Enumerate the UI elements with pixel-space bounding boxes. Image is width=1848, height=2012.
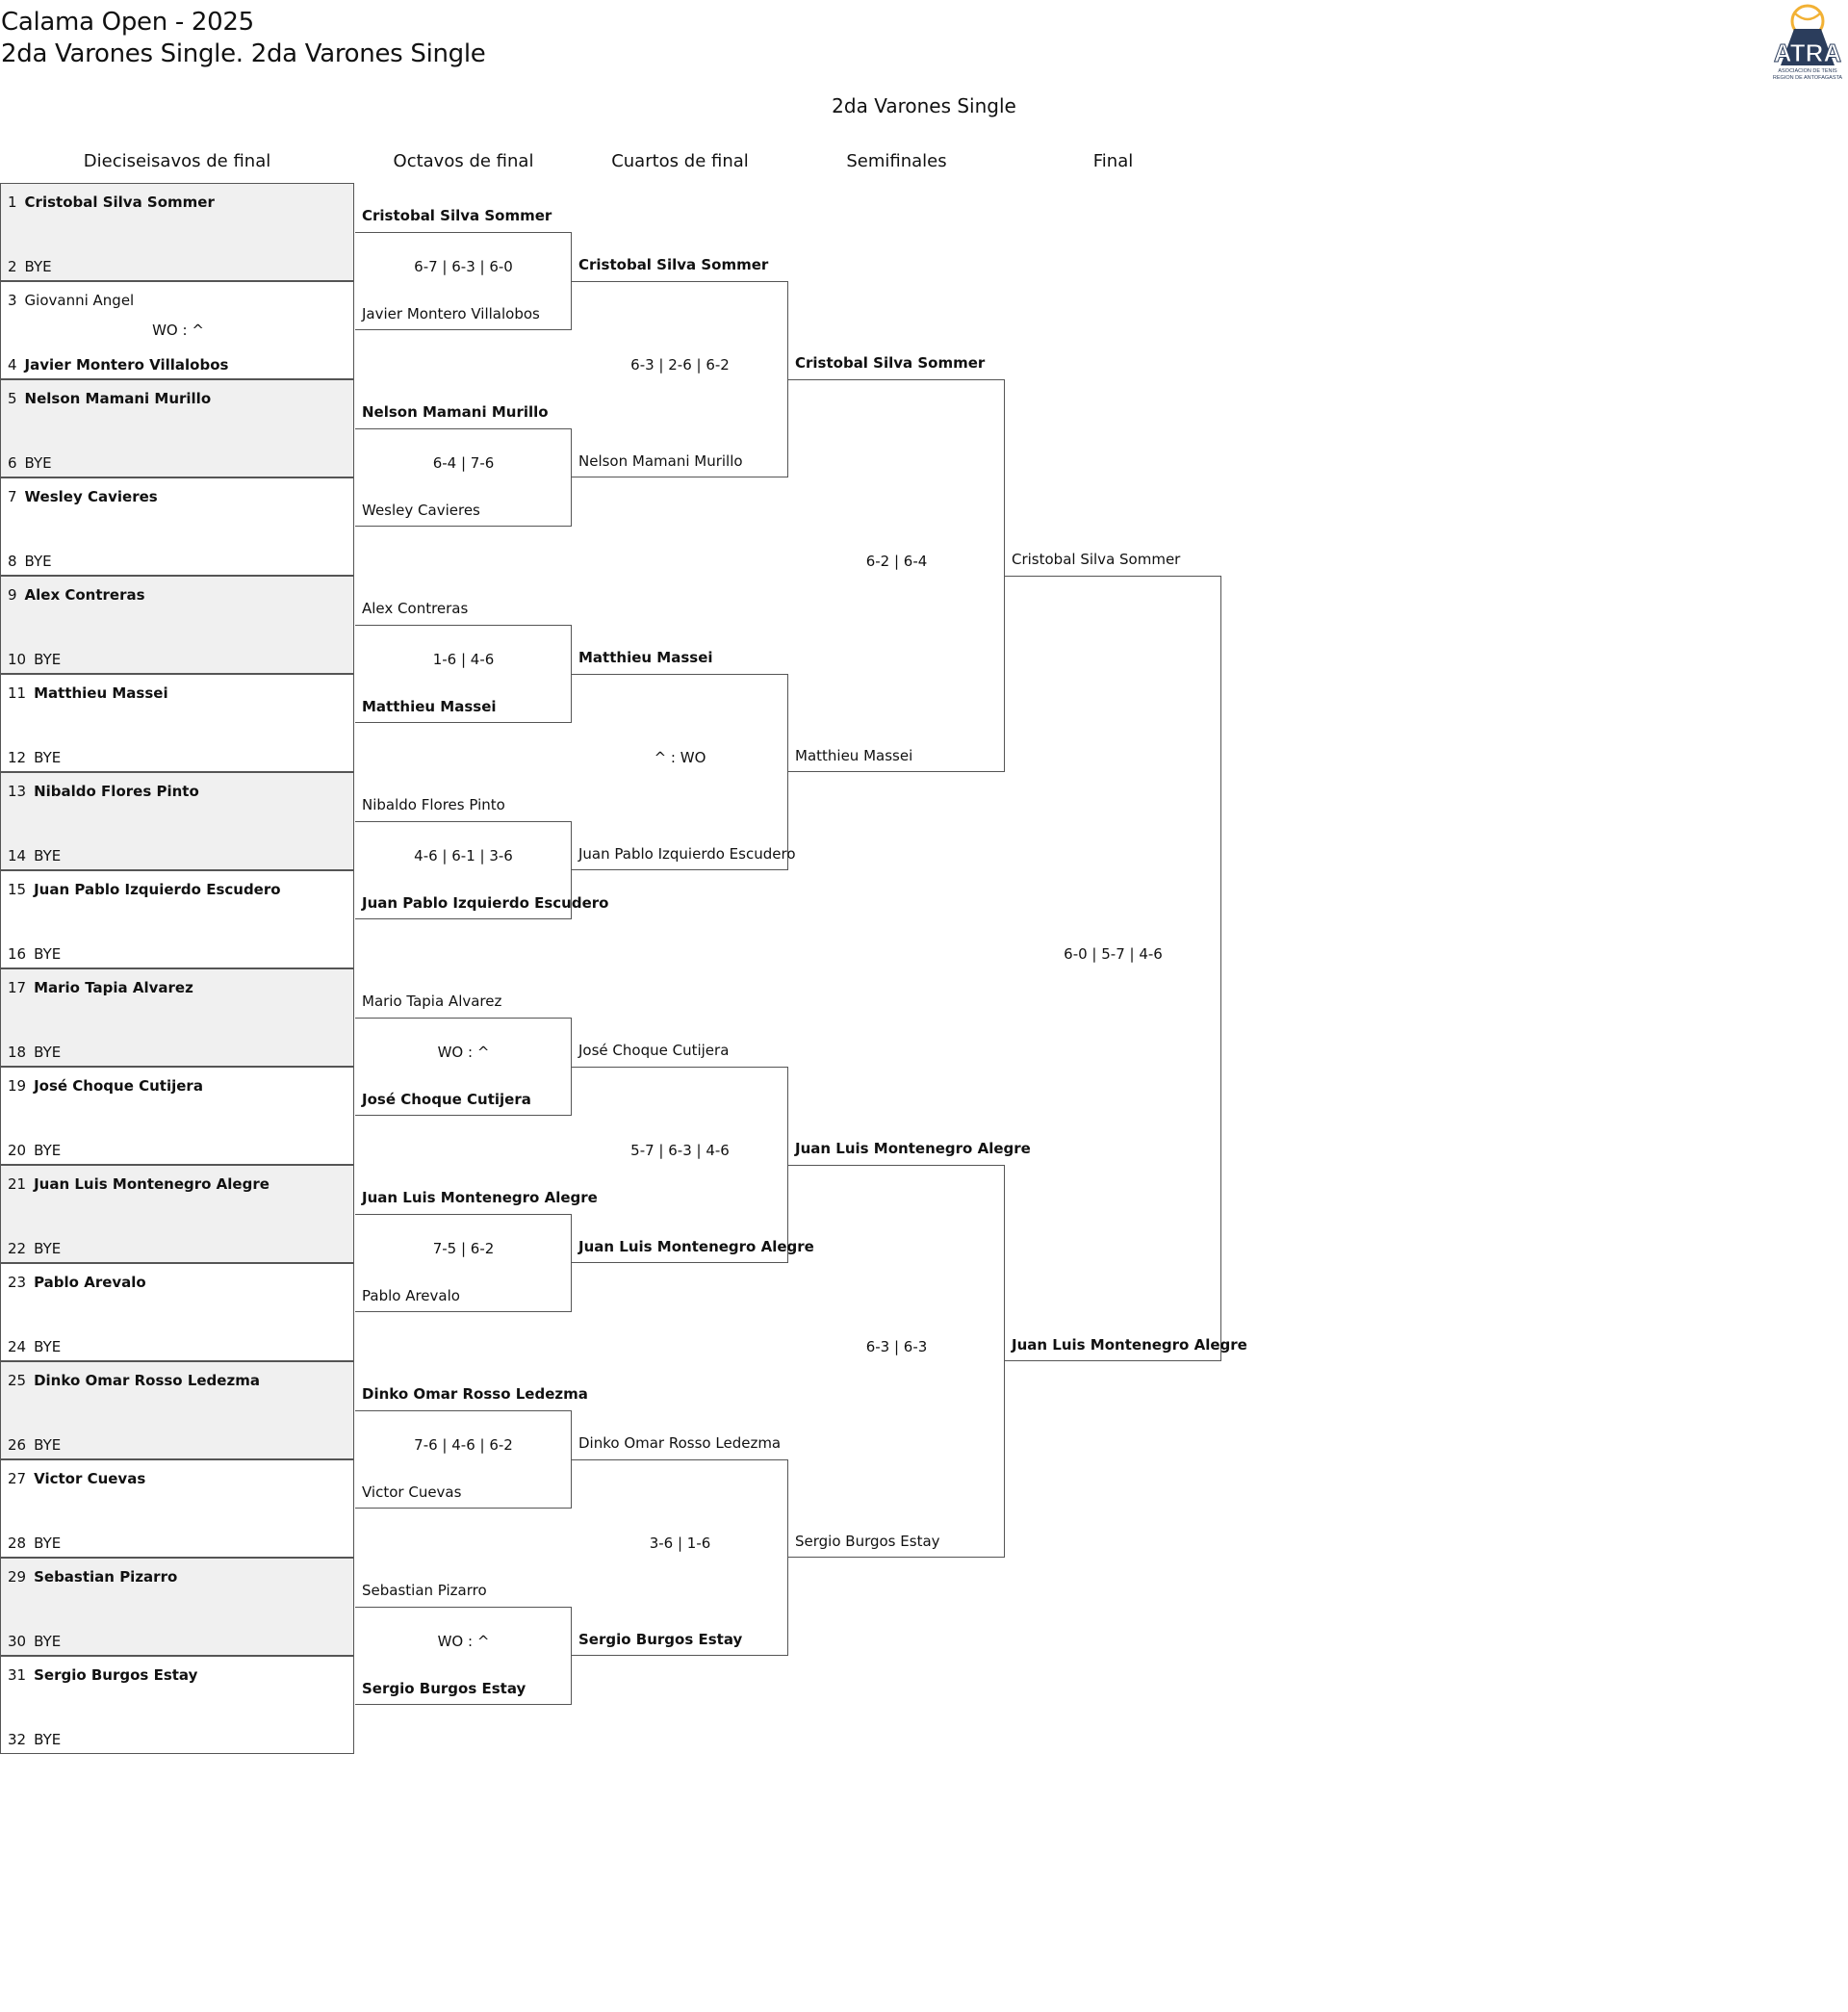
player-name: Juan Luis Montenegro Alegre xyxy=(362,1189,598,1206)
player-name: Sergio Burgos Estay xyxy=(362,1680,526,1697)
match-score: 5-7 | 6-3 | 4-6 xyxy=(630,1142,730,1159)
player-name: Juan Luis Montenegro Alegre xyxy=(795,1140,1031,1157)
match-box-r32 xyxy=(0,1067,354,1165)
bracket-connector-qf xyxy=(572,1067,814,1263)
player-name: Juan Pablo Izquierdo Escudero xyxy=(34,881,281,898)
match-box-r32 xyxy=(0,281,354,379)
player-entry xyxy=(8,684,168,702)
player-entry xyxy=(8,1175,270,1193)
player-entry xyxy=(8,1731,61,1748)
player-name: Mario Tapia Alvarez xyxy=(34,979,193,996)
draw-position: 26 xyxy=(8,1436,27,1454)
bracket-connector-sf xyxy=(788,379,1005,772)
player-name: José Choque Cutijera xyxy=(362,1091,531,1108)
player-name: Nelson Mamani Murillo xyxy=(362,403,549,421)
draw-position: 21 xyxy=(8,1175,27,1193)
round-header-sf: Semifinales xyxy=(846,151,947,171)
player-name: José Choque Cutijera xyxy=(34,1077,203,1095)
player-name: BYE xyxy=(34,749,62,766)
player-name: BYE xyxy=(24,258,52,275)
player-name: Javier Montero Villalobos xyxy=(362,305,540,322)
player-name: BYE xyxy=(24,454,52,472)
player-entry xyxy=(8,945,61,963)
player-name: Nibaldo Flores Pinto xyxy=(34,783,199,800)
match-score: WO : ^ xyxy=(437,1633,490,1650)
match-score: 6-3 | 6-3 xyxy=(865,1338,928,1355)
player-name: Sergio Burgos Estay xyxy=(795,1533,940,1550)
logo-subtext-1: ASOCIACION DE TENIS xyxy=(1778,68,1837,74)
player-name: BYE xyxy=(34,1240,62,1257)
round-header-qf: Cuartos de final xyxy=(611,151,749,171)
match-score: 1-6 | 4-6 xyxy=(432,651,495,668)
player-name: Juan Pablo Izquierdo Escudero xyxy=(362,894,609,912)
player-name: Wesley Cavieres xyxy=(362,502,480,519)
player-name: Pablo Arevalo xyxy=(362,1287,460,1304)
match-box-r32 xyxy=(0,1361,354,1459)
match-score: 6-3 | 2-6 | 6-2 xyxy=(630,356,730,374)
match-score: 6-2 | 6-4 xyxy=(865,553,928,570)
player-name: BYE xyxy=(34,945,62,963)
match-score: 7-5 | 6-2 xyxy=(432,1240,495,1257)
draw-position: 1 xyxy=(8,193,17,211)
player-name: BYE xyxy=(34,1535,62,1552)
player-name: Wesley Cavieres xyxy=(24,488,158,505)
player-name: Dinko Omar Rosso Ledezma xyxy=(362,1385,588,1403)
player-entry xyxy=(8,488,158,505)
player-entry xyxy=(8,356,228,374)
player-name: Matthieu Massei xyxy=(362,698,497,715)
match-box-r32 xyxy=(0,183,354,281)
draw-position: 24 xyxy=(8,1338,27,1355)
draw-position: 16 xyxy=(8,945,27,963)
bracket-connector-qf xyxy=(572,1459,788,1656)
player-entry xyxy=(8,1568,177,1586)
player-name: Victor Cuevas xyxy=(34,1470,146,1487)
player-name: Dinko Omar Rosso Ledezma xyxy=(578,1434,782,1452)
player-name: BYE xyxy=(34,1436,62,1454)
player-name: Javier Montero Villalobos xyxy=(24,356,229,374)
player-entry xyxy=(8,390,211,407)
player-name: Juan Pablo Izquierdo Escudero xyxy=(578,845,796,863)
player-name: Cristobal Silva Sommer xyxy=(795,354,986,372)
player-name: Alex Contreras xyxy=(362,600,469,617)
player-name: BYE xyxy=(34,1633,62,1650)
match-box-r32 xyxy=(0,1459,354,1558)
player-name: Nelson Mamani Murillo xyxy=(578,452,743,470)
player-name: Sebastian Pizarro xyxy=(362,1582,487,1599)
player-name: BYE xyxy=(34,1338,62,1355)
player-name: Sergio Burgos Estay xyxy=(578,1631,743,1648)
draw-position: 30 xyxy=(8,1633,27,1650)
player-name: Sebastian Pizarro xyxy=(34,1568,178,1586)
match-box-r32 xyxy=(0,772,354,870)
player-entry xyxy=(8,1274,146,1291)
player-name: Juan Luis Montenegro Alegre xyxy=(578,1238,814,1255)
draw-position: 9 xyxy=(8,586,17,604)
match-score: 6-0 | 5-7 | 4-6 xyxy=(1064,945,1163,963)
player-name: Mario Tapia Alvarez xyxy=(362,993,502,1010)
player-entry xyxy=(8,1338,61,1355)
player-name: BYE xyxy=(34,847,62,864)
draw-position: 31 xyxy=(8,1666,27,1684)
draw-position: 17 xyxy=(8,979,27,996)
player-entry xyxy=(8,1535,61,1552)
match-box-r32 xyxy=(0,968,354,1067)
match-box-r32 xyxy=(0,870,354,968)
draw-position: 5 xyxy=(8,390,17,407)
player-entry xyxy=(8,1470,145,1487)
round-header-r32: Dieciseisavos de final xyxy=(83,151,271,171)
bracket-connector-qf xyxy=(572,281,788,477)
player-name: Giovanni Angel xyxy=(24,292,135,309)
player-entry xyxy=(8,1372,260,1389)
player-entry xyxy=(8,749,61,766)
player-name: Juan Luis Montenegro Alegre xyxy=(1012,1336,1247,1354)
player-name: José Choque Cutijera xyxy=(578,1042,730,1059)
match-score: 6-4 | 7-6 xyxy=(432,454,495,472)
draw-position: 13 xyxy=(8,783,27,800)
player-entry xyxy=(8,193,215,211)
player-name: Matthieu Massei xyxy=(34,684,168,702)
player-name: Nelson Mamani Murillo xyxy=(24,390,212,407)
player-name: BYE xyxy=(34,651,62,668)
player-name: Juan Luis Montenegro Alegre xyxy=(34,1175,270,1193)
match-box-r32 xyxy=(0,379,354,477)
player-entry xyxy=(8,651,61,668)
match-box-r32 xyxy=(0,1656,354,1754)
player-entry xyxy=(8,258,52,275)
player-entry xyxy=(8,292,134,309)
draw-position: 4 xyxy=(8,356,17,374)
match-box-r32 xyxy=(0,477,354,576)
match-score: ^ : WO xyxy=(654,749,706,766)
match-score: WO : ^ xyxy=(437,1044,490,1061)
draw-position: 7 xyxy=(8,488,17,505)
draw-position: 29 xyxy=(8,1568,27,1586)
draw-position: 27 xyxy=(8,1470,27,1487)
match-score: 7-6 | 4-6 | 6-2 xyxy=(414,1436,513,1454)
player-entry xyxy=(8,881,281,898)
match-box-r32 xyxy=(0,576,354,674)
bracket-connector-qf xyxy=(572,674,796,870)
player-name: Matthieu Massei xyxy=(578,649,713,666)
round-header-final: Final xyxy=(1092,151,1134,171)
match-score: 4-6 | 6-1 | 3-6 xyxy=(414,847,513,864)
player-name: Cristobal Silva Sommer xyxy=(362,207,552,224)
player-entry xyxy=(8,1044,61,1061)
draw-title: 2da Varones Single xyxy=(832,94,1016,117)
player-name: Pablo Arevalo xyxy=(34,1274,146,1291)
player-name: Sergio Burgos Estay xyxy=(34,1666,198,1684)
draw-position: 14 xyxy=(8,847,27,864)
player-entry xyxy=(8,783,199,800)
match-box-r32 xyxy=(0,1558,354,1656)
atra-logo xyxy=(1769,2,1846,81)
match-score: 6-7 | 6-3 | 6-0 xyxy=(414,258,513,275)
match-score: WO : ^ xyxy=(152,322,204,339)
player-entry xyxy=(8,1436,61,1454)
draw-position: 32 xyxy=(8,1731,27,1748)
logo-subtext-2: REGION DE ANTOFAGASTA xyxy=(1772,75,1843,81)
player-name: Cristobal Silva Sommer xyxy=(1012,551,1181,568)
player-name: BYE xyxy=(34,1044,62,1061)
player-name: Victor Cuevas xyxy=(362,1483,462,1501)
player-entry xyxy=(8,1077,203,1095)
player-name: Dinko Omar Rosso Ledezma xyxy=(34,1372,260,1389)
player-entry xyxy=(8,1666,197,1684)
player-entry xyxy=(8,1240,61,1257)
player-entry xyxy=(8,1142,61,1159)
bracket-connector-sf xyxy=(788,1165,1005,1558)
draw-position: 19 xyxy=(8,1077,27,1095)
player-name: Cristobal Silva Sommer xyxy=(24,193,215,211)
draw-position: 8 xyxy=(8,553,17,570)
tournament-title: Calama Open - 2025 xyxy=(1,8,254,37)
draw-position: 18 xyxy=(8,1044,27,1061)
player-name: Alex Contreras xyxy=(24,586,145,604)
draw-position: 2 xyxy=(8,258,17,275)
round-header-r16: Octavos de final xyxy=(393,151,534,171)
player-entry xyxy=(8,847,61,864)
draw-position: 25 xyxy=(8,1372,27,1389)
match-box-r32 xyxy=(0,1263,354,1361)
logo-text: ATRA xyxy=(1773,39,1842,67)
bracket-connector-final xyxy=(1005,576,1247,1361)
player-entry xyxy=(8,1633,61,1650)
draw-position: 28 xyxy=(8,1535,27,1552)
draw-position: 3 xyxy=(8,292,17,309)
player-entry xyxy=(8,979,193,996)
match-box-r32 xyxy=(0,674,354,772)
player-name: BYE xyxy=(34,1731,62,1748)
match-box-r32 xyxy=(0,1165,354,1263)
draw-position: 15 xyxy=(8,881,27,898)
draw-position: 20 xyxy=(8,1142,27,1159)
draw-position: 23 xyxy=(8,1274,27,1291)
player-name: BYE xyxy=(34,1142,62,1159)
draw-position: 12 xyxy=(8,749,27,766)
match-score: 3-6 | 1-6 xyxy=(649,1535,711,1552)
category-title: 2da Varones Single. 2da Varones Single xyxy=(1,39,486,68)
draw-position: 10 xyxy=(8,651,27,668)
player-entry xyxy=(8,553,52,570)
draw-position: 22 xyxy=(8,1240,27,1257)
player-entry xyxy=(8,454,52,472)
draw-position: 6 xyxy=(8,454,17,472)
player-name: Nibaldo Flores Pinto xyxy=(362,796,505,813)
player-entry xyxy=(8,586,145,604)
draw-position: 11 xyxy=(8,684,27,702)
player-name: Matthieu Massei xyxy=(795,747,913,764)
player-name: BYE xyxy=(24,553,52,570)
player-name: Cristobal Silva Sommer xyxy=(578,256,769,273)
